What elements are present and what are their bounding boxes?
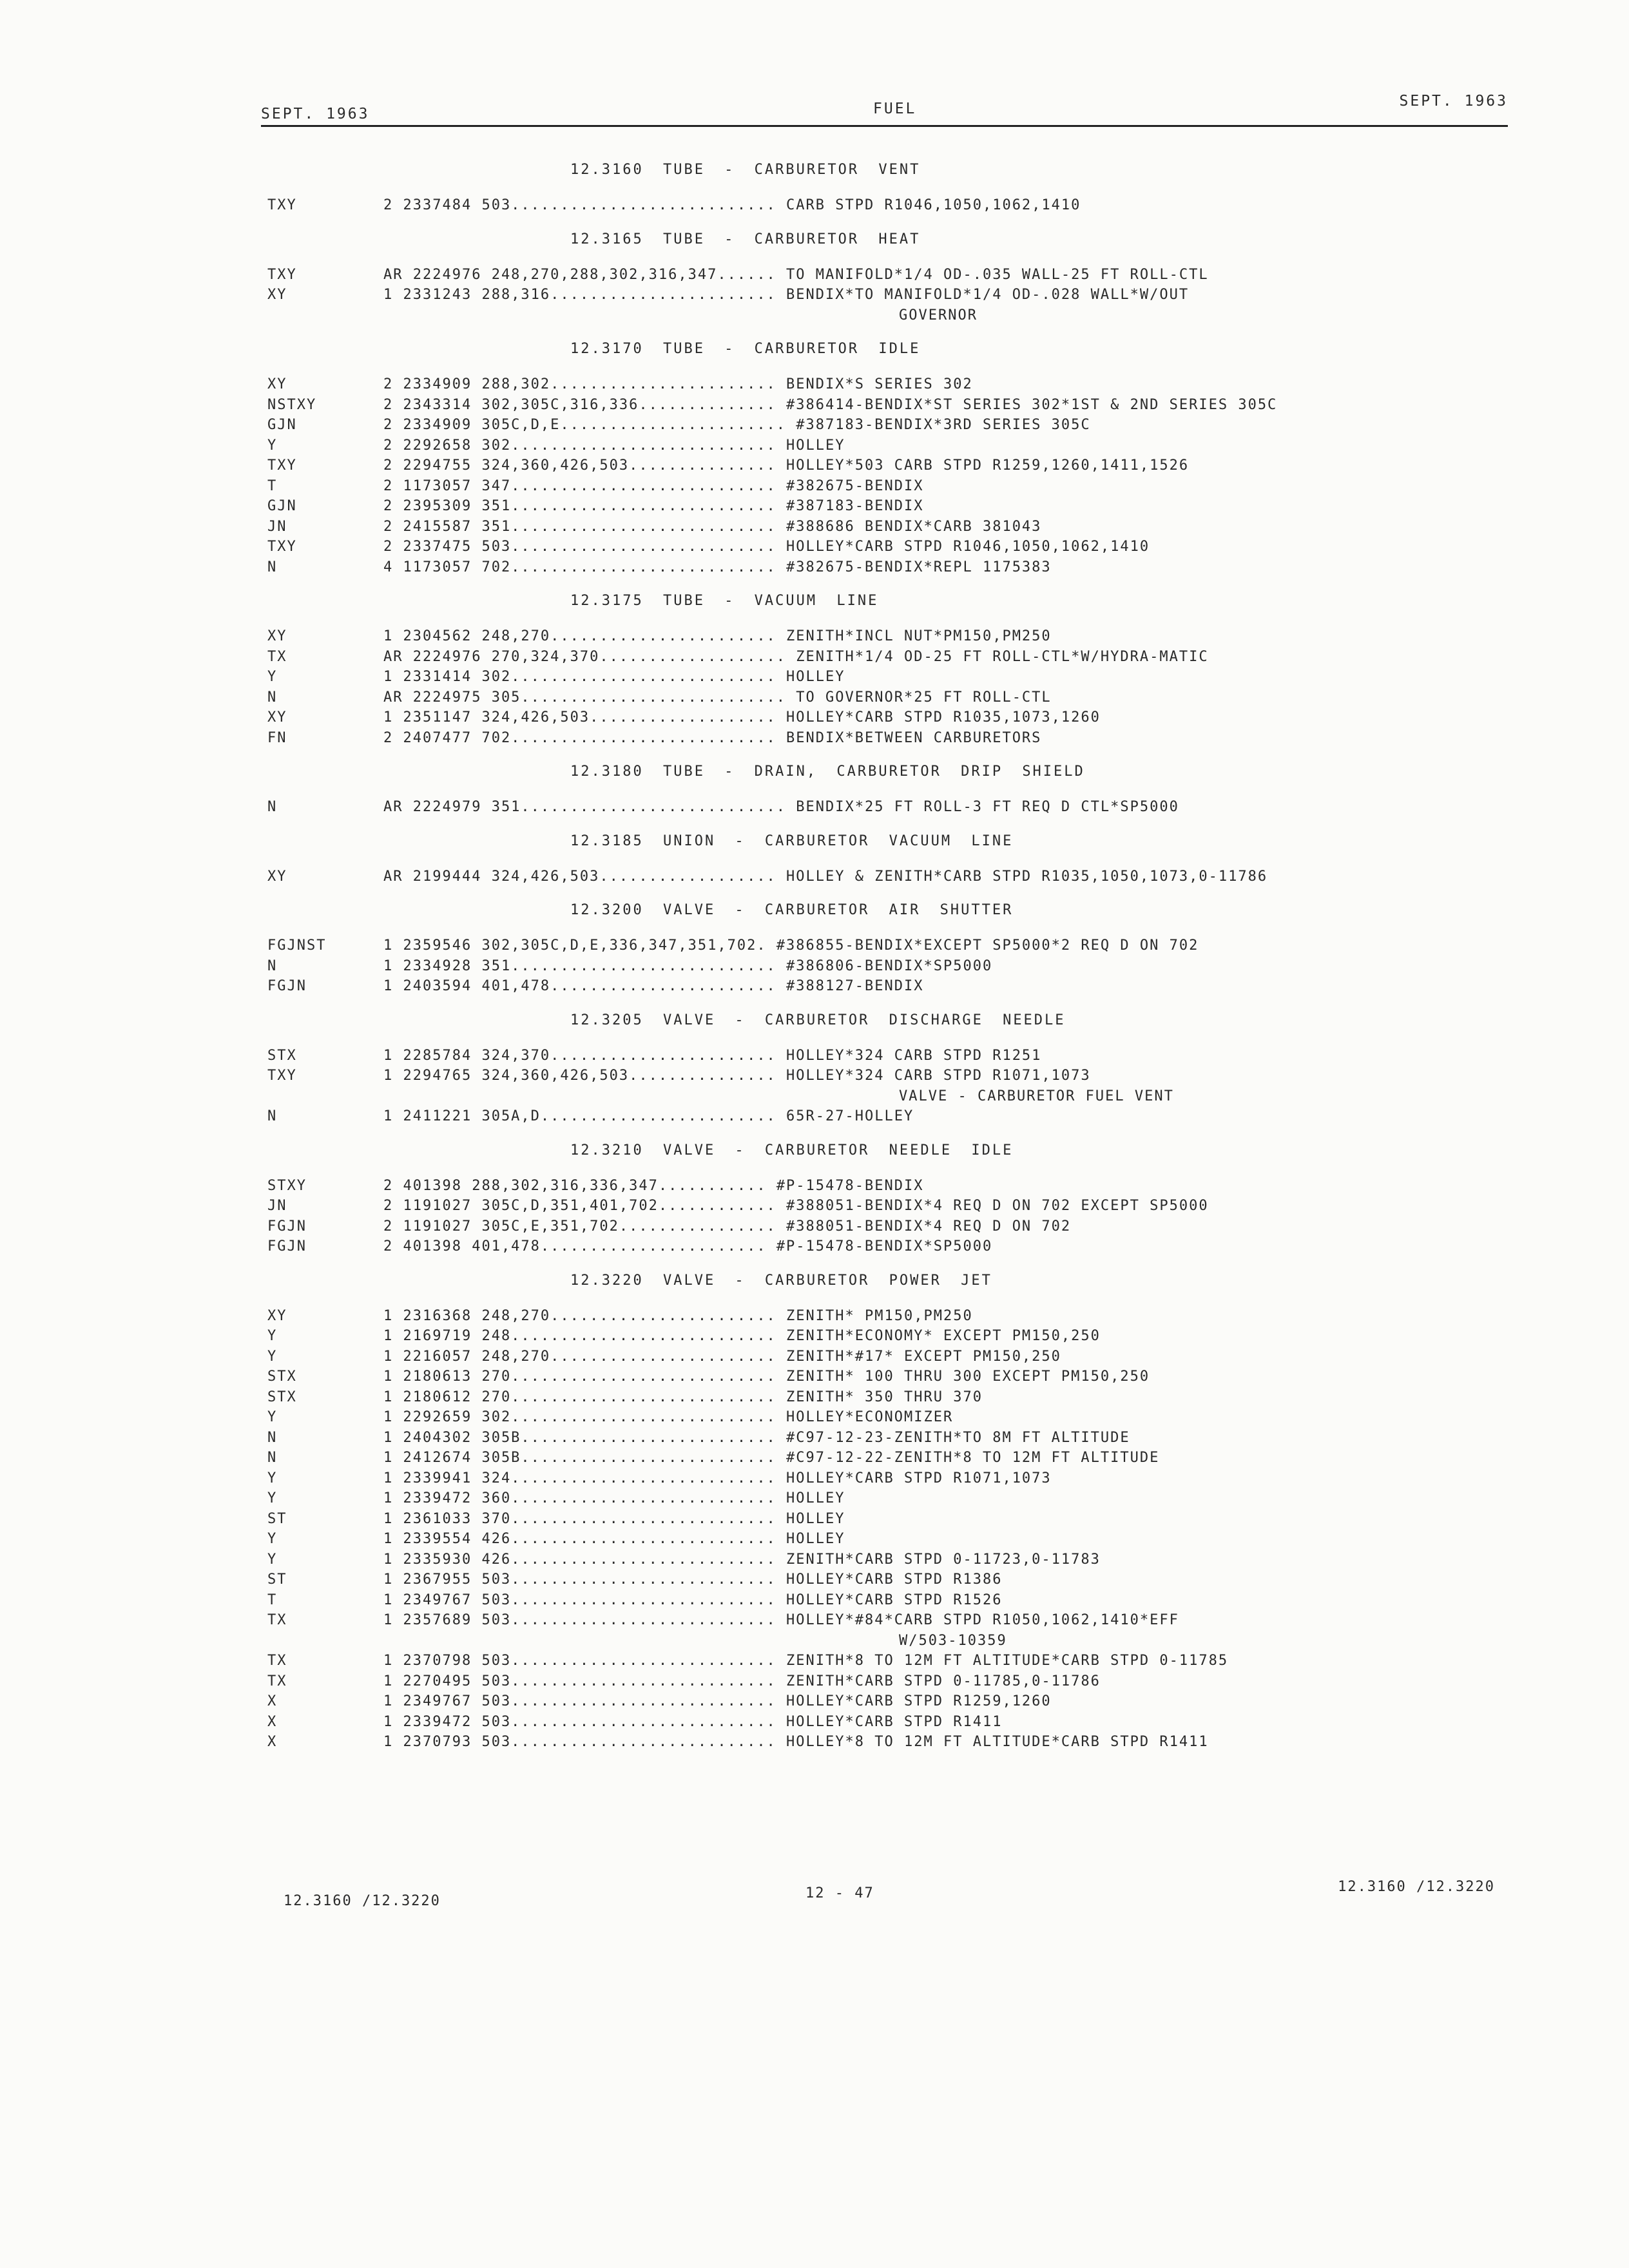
- catalog-section: [267, 157, 1511, 218]
- part-row: [267, 1108, 1511, 1129]
- part-row-continuation: [267, 1633, 1511, 1653]
- part-row: [267, 1734, 1511, 1754]
- part-entry-text: 1 2180612 270........................... ZENITH* 350 THRU 370: [383, 1389, 983, 1405]
- part-entry-text: 2 401398 401,478....................... #P-15478-BENDIX*SP5000: [383, 1238, 993, 1254]
- series-code: Y: [267, 1348, 278, 1365]
- series-code: TXY: [267, 1068, 297, 1084]
- part-row: [267, 539, 1511, 559]
- section-spacer: [267, 854, 1511, 869]
- part-row-continuation: [267, 307, 1511, 328]
- part-entry-text: 1 2349767 503........................... HOLLEY*CARB STPD R1259,1260: [383, 1693, 1052, 1709]
- series-code: N: [267, 689, 278, 706]
- part-entry-text: 1 2412674 305B.......................... #C97-12-22-ZENITH*8 TO 12M FT ALTITUDE: [383, 1450, 1160, 1466]
- section-heading: 12.3185 UNION - CARBURETOR VACUUM LINE: [570, 832, 1014, 849]
- part-entry-text: 1 2331243 288,316....................... BENDIX*TO MANIFOLD*1/4 OD-.028 WALL*W/OUT: [383, 287, 1190, 303]
- section-spacer: [267, 785, 1511, 799]
- part-entry-text: 2 2337484 503........................... CARB STPD R1046,1050,1062,1410: [383, 197, 1081, 213]
- part-row: [267, 457, 1511, 478]
- part-entry-text: 1 2169719 248........................... ZENITH*ECONOMY* EXCEPT PM150,250: [383, 1328, 1101, 1344]
- catalog-section: [267, 1138, 1511, 1259]
- series-code: XY: [267, 709, 287, 726]
- series-code: STX: [267, 1047, 297, 1064]
- series-code: N: [267, 799, 278, 815]
- part-row: [267, 519, 1511, 539]
- part-entry-text: 1 2304562 248,270....................... ZENITH*INCL NUT*PM150,PM250: [383, 628, 1052, 644]
- part-row: [267, 1238, 1511, 1259]
- part-entry-text: 1 2351147 324,426,503................... HOLLEY*CARB STPD R1035,1073,1260: [383, 709, 1101, 726]
- header-date-left: SEPT. 1963: [261, 106, 370, 122]
- part-row: [267, 799, 1511, 820]
- series-code: N: [267, 1108, 278, 1124]
- section-heading: 12.3210 VALVE - CARBURETOR NEEDLE IDLE: [570, 1142, 1014, 1158]
- part-entry-text: 1 2411221 305A,D........................ 65R-27-HOLLEY: [383, 1108, 914, 1124]
- catalog-section: [267, 588, 1511, 750]
- part-row: [267, 1369, 1511, 1389]
- part-entry-text: 1 2349767 503........................... HOLLEY*CARB STPD R1526: [383, 1591, 1003, 1608]
- part-entry-text: 1 2339472 360........................... HOLLEY: [383, 1490, 845, 1506]
- part-row: [267, 669, 1511, 689]
- part-row: [267, 649, 1511, 669]
- series-code: N: [267, 1429, 278, 1446]
- part-entry-text: 1 2292659 302........................... HOLLEY*ECONOMIZER: [383, 1409, 954, 1425]
- catalog-section: [267, 759, 1511, 820]
- part-row: [267, 1693, 1511, 1714]
- part-entry-text: 1 2370798 503........................... ZENITH*8 TO 12M FT ALTITUDE*CARB STPD 0-11785: [383, 1653, 1229, 1669]
- part-entry-text: 2 2337475 503........................... HOLLEY*CARB STPD R1046,1050,1062,1410: [383, 539, 1150, 555]
- header-date-right: SEPT. 1963: [1399, 93, 1508, 110]
- part-row: [267, 628, 1511, 649]
- series-code: X: [267, 1734, 278, 1750]
- series-code: FGJNST: [267, 937, 327, 954]
- part-entry-text: 1 2339472 503........................... HOLLEY*CARB STPD R1411: [383, 1713, 1003, 1730]
- footer-range-right: 12.3160 /12.3220: [1338, 1879, 1495, 1895]
- series-code: JN: [267, 1198, 287, 1214]
- series-code: X: [267, 1713, 278, 1730]
- part-row: [267, 267, 1511, 287]
- series-code: FGJN: [267, 1218, 307, 1235]
- series-code: FN: [267, 729, 287, 746]
- section-heading: 12.3160 TUBE - CARBURETOR VENT: [570, 162, 921, 178]
- part-entry-text: 1 2334928 351........................... #386806-BENDIX*SP5000: [383, 957, 993, 974]
- part-entry-text: 1 2216057 248,270....................... ZENITH*#17* EXCEPT PM150,250: [383, 1348, 1061, 1365]
- series-code: NSTXY: [267, 396, 317, 413]
- part-row: [267, 376, 1511, 397]
- series-code: XY: [267, 376, 287, 392]
- part-row-continuation: [267, 1088, 1511, 1109]
- part-entry-text: AR 2224979 351........................... BENDIX*25 FT ROLL-3 FT REQ D CTL*SP5000: [383, 799, 1179, 815]
- section-spacer: [267, 1033, 1511, 1048]
- catalog-section: [267, 1008, 1511, 1129]
- part-entry-text: 1 2357689 503........................... HOLLEY*#84*CARB STPD R1050,1062,1410*EFF: [383, 1612, 1179, 1628]
- part-entry-text: 2 2292658 302........................... HOLLEY: [383, 437, 845, 454]
- series-code: TX: [267, 648, 287, 665]
- part-entry-text: AR 2224976 248,270,288,302,316,347...... TO MANIFOLD*1/4 OD-.035 WALL-25 FT ROLL-CTL: [383, 266, 1209, 283]
- series-code: N: [267, 1450, 278, 1466]
- part-row: [267, 1552, 1511, 1572]
- part-entry-text: 1 2294765 324,360,426,503............... HOLLEY*324 CARB STPD R1071,1073: [383, 1068, 1091, 1084]
- catalog-section: [267, 829, 1511, 889]
- part-entry-text: 2 2334909 305C,D,E....................... #387183-BENDIX*3RD SERIES 305C: [383, 417, 1091, 433]
- catalog-section: [267, 898, 1511, 999]
- part-row: [267, 498, 1511, 519]
- part-row: [267, 1714, 1511, 1735]
- catalog-section: [267, 336, 1511, 579]
- part-row: [267, 869, 1511, 889]
- part-row: [267, 1653, 1511, 1673]
- series-code: FGJN: [267, 978, 307, 994]
- section-heading: 12.3165 TUBE - CARBURETOR HEAT: [570, 231, 921, 247]
- part-row: [267, 1531, 1511, 1552]
- part-row: [267, 978, 1511, 999]
- series-code: TXY: [267, 197, 297, 213]
- part-entry-text: 1 2335930 426........................... ZENITH*CARB STPD 0-11723,0-11783: [383, 1551, 1101, 1568]
- series-code: TXY: [267, 266, 297, 283]
- catalog-section: [267, 1268, 1511, 1754]
- series-code: TXY: [267, 457, 297, 474]
- section-spacer: [267, 923, 1511, 937]
- part-entry-text: 2 2343314 302,305C,316,336.............. #386414-BENDIX*ST SERIES 302*1ST & 2ND SERIES 305C: [383, 396, 1278, 413]
- part-row: [267, 1430, 1511, 1450]
- series-code: Y: [267, 1409, 278, 1425]
- series-code: Y: [267, 1470, 278, 1486]
- part-row: [267, 1048, 1511, 1068]
- part-entry-text: 1 2331414 302........................... HOLLEY: [383, 669, 845, 685]
- series-code: TXY: [267, 539, 297, 555]
- part-row: [267, 1178, 1511, 1198]
- series-code: STX: [267, 1369, 297, 1385]
- part-row: [267, 1409, 1511, 1430]
- part-entry-text: 2 2334909 288,302....................... BENDIX*S SERIES 302: [383, 376, 973, 392]
- part-row: [267, 730, 1511, 751]
- series-code: N: [267, 957, 278, 974]
- part-row: [267, 1198, 1511, 1218]
- series-code: STX: [267, 1389, 297, 1405]
- part-entry-text: GOVERNOR: [899, 307, 978, 323]
- part-row: [267, 1592, 1511, 1613]
- part-entry-text: 2 1191027 305C,D,351,401,702............ #388051-BENDIX*4 REQ D ON 702 EXCEPT SP5000: [383, 1198, 1209, 1214]
- section-heading: 12.3205 VALVE - CARBURETOR DISCHARGE NEEDLE: [570, 1012, 1066, 1028]
- series-code: TX: [267, 1612, 287, 1628]
- part-row: [267, 417, 1511, 437]
- series-code: JN: [267, 518, 287, 535]
- part-row: [267, 709, 1511, 730]
- part-row: [267, 1218, 1511, 1239]
- series-code: Y: [267, 1551, 278, 1568]
- series-code: XY: [267, 1307, 287, 1324]
- page-header: [261, 93, 1508, 122]
- section-spacer: [267, 1294, 1511, 1308]
- section-heading: 12.3170 TUBE - CARBURETOR IDLE: [570, 341, 921, 357]
- part-row: [267, 937, 1511, 958]
- part-entry-text: 1 2316368 248,270....................... ZENITH* PM150,PM250: [383, 1307, 973, 1324]
- part-entry-text: VALVE - CARBURETOR FUEL VENT: [899, 1088, 1174, 1104]
- section-heading: 12.3180 TUBE - DRAIN, CARBURETOR DRIP SHIELD: [570, 764, 1085, 780]
- series-code: TX: [267, 1653, 287, 1669]
- part-entry-text: 1 2359546 302,305C,D,E,336,347,351,702. #386855-BENDIX*EXCEPT SP5000*2 REQ D ON 702: [383, 937, 1199, 954]
- part-row: [267, 689, 1511, 710]
- part-row: [267, 197, 1511, 218]
- series-code: X: [267, 1693, 278, 1709]
- part-row: [267, 1511, 1511, 1532]
- part-entry-text: AR 2224975 305........................... TO GOVERNOR*25 FT ROLL-CTL: [383, 689, 1052, 706]
- part-row: [267, 287, 1511, 307]
- section-spacer: [267, 183, 1511, 197]
- series-code: TX: [267, 1673, 287, 1689]
- part-row: [267, 1470, 1511, 1491]
- section-heading: 12.3175 TUBE - VACUUM LINE: [570, 593, 879, 609]
- part-entry-text: AR 2199444 324,426,503.................. HOLLEY & ZENITH*CARB STPD R1035,1050,1073,0-11786: [383, 868, 1268, 885]
- series-code: ST: [267, 1571, 287, 1588]
- header-rule: [261, 125, 1508, 127]
- part-entry-text: 2 1173057 347........................... #382675-BENDIX: [383, 477, 924, 494]
- series-code: XY: [267, 868, 287, 885]
- part-entry-text: 1 2404302 305B.......................... #C97-12-23-ZENITH*TO 8M FT ALTITUDE: [383, 1429, 1130, 1446]
- part-row: [267, 1389, 1511, 1410]
- series-code: Y: [267, 1490, 278, 1506]
- section-heading: 12.3220 VALVE - CARBURETOR POWER JET: [570, 1272, 992, 1289]
- part-entry-text: 4 1173057 702........................... #382675-BENDIX*REPL 1175383: [383, 559, 1052, 575]
- part-entry-text: 2 2407477 702........................... BENDIX*BETWEEN CARBURETORS: [383, 729, 1042, 746]
- part-entry-text: 1 2270495 503........................... ZENITH*CARB STPD 0-11785,0-11786: [383, 1673, 1101, 1689]
- page-footer: [284, 1879, 1495, 1911]
- part-entry-text: 1 2370793 503........................... HOLLEY*8 TO 12M FT ALTITUDE*CARB STPD R1411: [383, 1734, 1209, 1750]
- series-code: GJN: [267, 417, 297, 433]
- series-code: T: [267, 477, 278, 494]
- section-heading: 12.3200 VALVE - CARBURETOR AIR SHUTTER: [570, 902, 1014, 918]
- part-row: [267, 958, 1511, 979]
- part-row: [267, 1349, 1511, 1369]
- part-entry-text: 1 2403594 401,478....................... #388127-BENDIX: [383, 978, 924, 994]
- part-entry-text: 2 2415587 351........................... #388686 BENDIX*CARB 381043: [383, 518, 1042, 535]
- series-code: Y: [267, 437, 278, 454]
- part-row: [267, 1068, 1511, 1088]
- part-row: [267, 1450, 1511, 1470]
- series-code: STXY: [267, 1177, 307, 1194]
- series-code: T: [267, 1591, 278, 1608]
- part-entry-text: 2 2395309 351........................... #387183-BENDIX: [383, 498, 924, 514]
- series-code: Y: [267, 1531, 278, 1547]
- footer-range-left: 12.3160 /12.3220: [284, 1893, 441, 1909]
- part-row: [267, 397, 1511, 418]
- parts-listing: [267, 157, 1511, 1763]
- part-entry-text: 2 401398 288,302,316,336,347........... #P-15478-BENDIX: [383, 1177, 924, 1194]
- series-code: Y: [267, 669, 278, 685]
- series-code: ST: [267, 1510, 287, 1527]
- series-code: Y: [267, 1328, 278, 1344]
- series-code: XY: [267, 287, 287, 303]
- series-code: FGJN: [267, 1238, 307, 1254]
- part-row: [267, 437, 1511, 458]
- part-row: [267, 559, 1511, 580]
- part-row: [267, 1673, 1511, 1694]
- part-entry-text: W/503-10359: [899, 1632, 1007, 1649]
- part-entry-text: 1 2339554 426........................... HOLLEY: [383, 1531, 845, 1547]
- part-entry-text: 1 2180613 270........................... ZENITH* 100 THRU 300 EXCEPT PM150,250: [383, 1369, 1150, 1385]
- part-row: [267, 1612, 1511, 1633]
- catalog-section: [267, 227, 1511, 328]
- part-entry-text: AR 2224976 270,324,370................... ZENITH*1/4 OD-25 FT ROLL-CTL*W/HYDRA-MATIC: [383, 648, 1209, 665]
- header-section-title: FUEL: [873, 101, 917, 117]
- section-spacer: [267, 614, 1511, 628]
- part-entry-text: 2 1191027 305C,E,351,702................ #388051-BENDIX*4 REQ D ON 702: [383, 1218, 1072, 1235]
- part-entry-text: 2 2294755 324,360,426,503............... HOLLEY*503 CARB STPD R1259,1260,1411,1526: [383, 457, 1190, 474]
- part-entry-text: 1 2361033 370........................... HOLLEY: [383, 1510, 845, 1527]
- part-row: [267, 1571, 1511, 1592]
- section-spacer: [267, 253, 1511, 267]
- section-spacer: [267, 1164, 1511, 1178]
- part-entry-text: 1 2285784 324,370....................... HOLLEY*324 CARB STPD R1251: [383, 1047, 1042, 1064]
- part-row: [267, 478, 1511, 499]
- part-row: [267, 1308, 1511, 1329]
- part-row: [267, 1328, 1511, 1349]
- series-code: XY: [267, 628, 287, 644]
- section-spacer: [267, 362, 1511, 376]
- series-code: GJN: [267, 498, 297, 514]
- series-code: N: [267, 559, 278, 575]
- part-row: [267, 1490, 1511, 1511]
- footer-page-number: 12 - 47: [805, 1885, 874, 1901]
- part-entry-text: 1 2339941 324........................... HOLLEY*CARB STPD R1071,1073: [383, 1470, 1052, 1486]
- part-entry-text: 1 2367955 503........................... HOLLEY*CARB STPD R1386: [383, 1571, 1003, 1588]
